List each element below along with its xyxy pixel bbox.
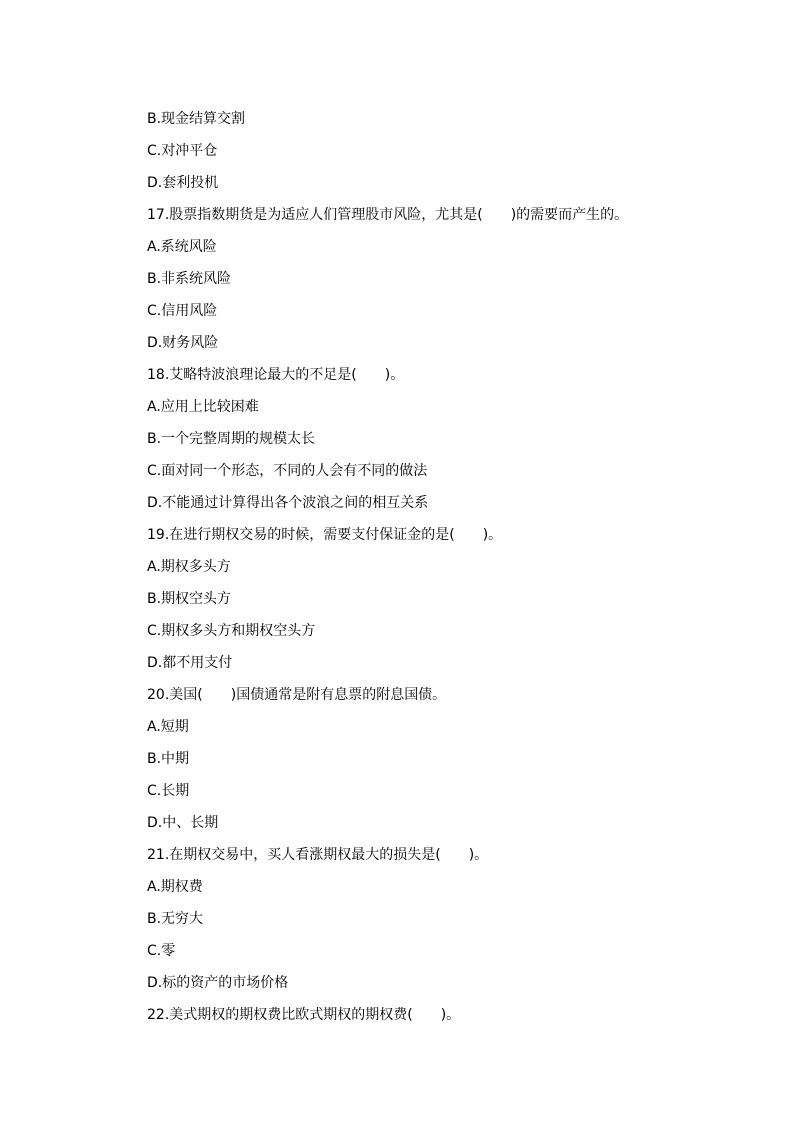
question-line: 18.艾略特波浪理论最大的不足是( )。 (147, 367, 405, 383)
option-line: D.中、长期 (147, 815, 219, 831)
option-line: A.期权费 (147, 879, 203, 895)
option-line: C.长期 (147, 783, 190, 799)
option-line: C.零 (147, 943, 176, 959)
option-line: D.财务风险 (147, 335, 219, 351)
question-line: 22.美式期权的期权费比欧式期权的期权费( )。 (147, 1007, 461, 1023)
option-line: D.标的资产的市场价格 (147, 975, 289, 991)
option-line: D.都不用支付 (147, 655, 233, 671)
option-line: B.中期 (147, 751, 190, 767)
option-line: B.非系统风险 (147, 271, 232, 287)
question-line: 21.在期权交易中，买人看涨期权最大的损失是( )。 (147, 847, 489, 863)
option-line: A.短期 (147, 719, 189, 735)
option-line: B.一个完整周期的规模太长 (147, 431, 316, 447)
option-line: B.无穷大 (147, 911, 204, 927)
option-line: A.系统风险 (147, 239, 217, 255)
option-line: C.面对同一个形态，不同的人会有不同的做法 (147, 463, 428, 479)
option-line: C.信用风险 (147, 303, 218, 319)
option-line: B.期权空头方 (147, 591, 232, 607)
option-line: A.应用上比较困难 (147, 399, 259, 415)
option-line: A.期权多头方 (147, 559, 231, 575)
option-line: D.不能通过计算得出各个波浪之间的相互关系 (147, 495, 429, 511)
option-line: B.现金结算交割 (147, 111, 246, 127)
option-line: C.对冲平仓 (147, 143, 218, 159)
option-line: D.套利投机 (147, 175, 219, 191)
document-body (147, 109, 747, 1037)
question-line: 17.股票指数期货是为适应人们管理股市风险，尤其是( )的需要而产生的。 (147, 207, 629, 223)
option-line: C.期权多头方和期权空头方 (147, 623, 316, 639)
question-line: 20.美国( )国债通常是附有息票的附息国债。 (147, 687, 447, 703)
question-line: 19.在进行期权交易的时候，需要支付保证金的是( )。 (147, 527, 503, 543)
